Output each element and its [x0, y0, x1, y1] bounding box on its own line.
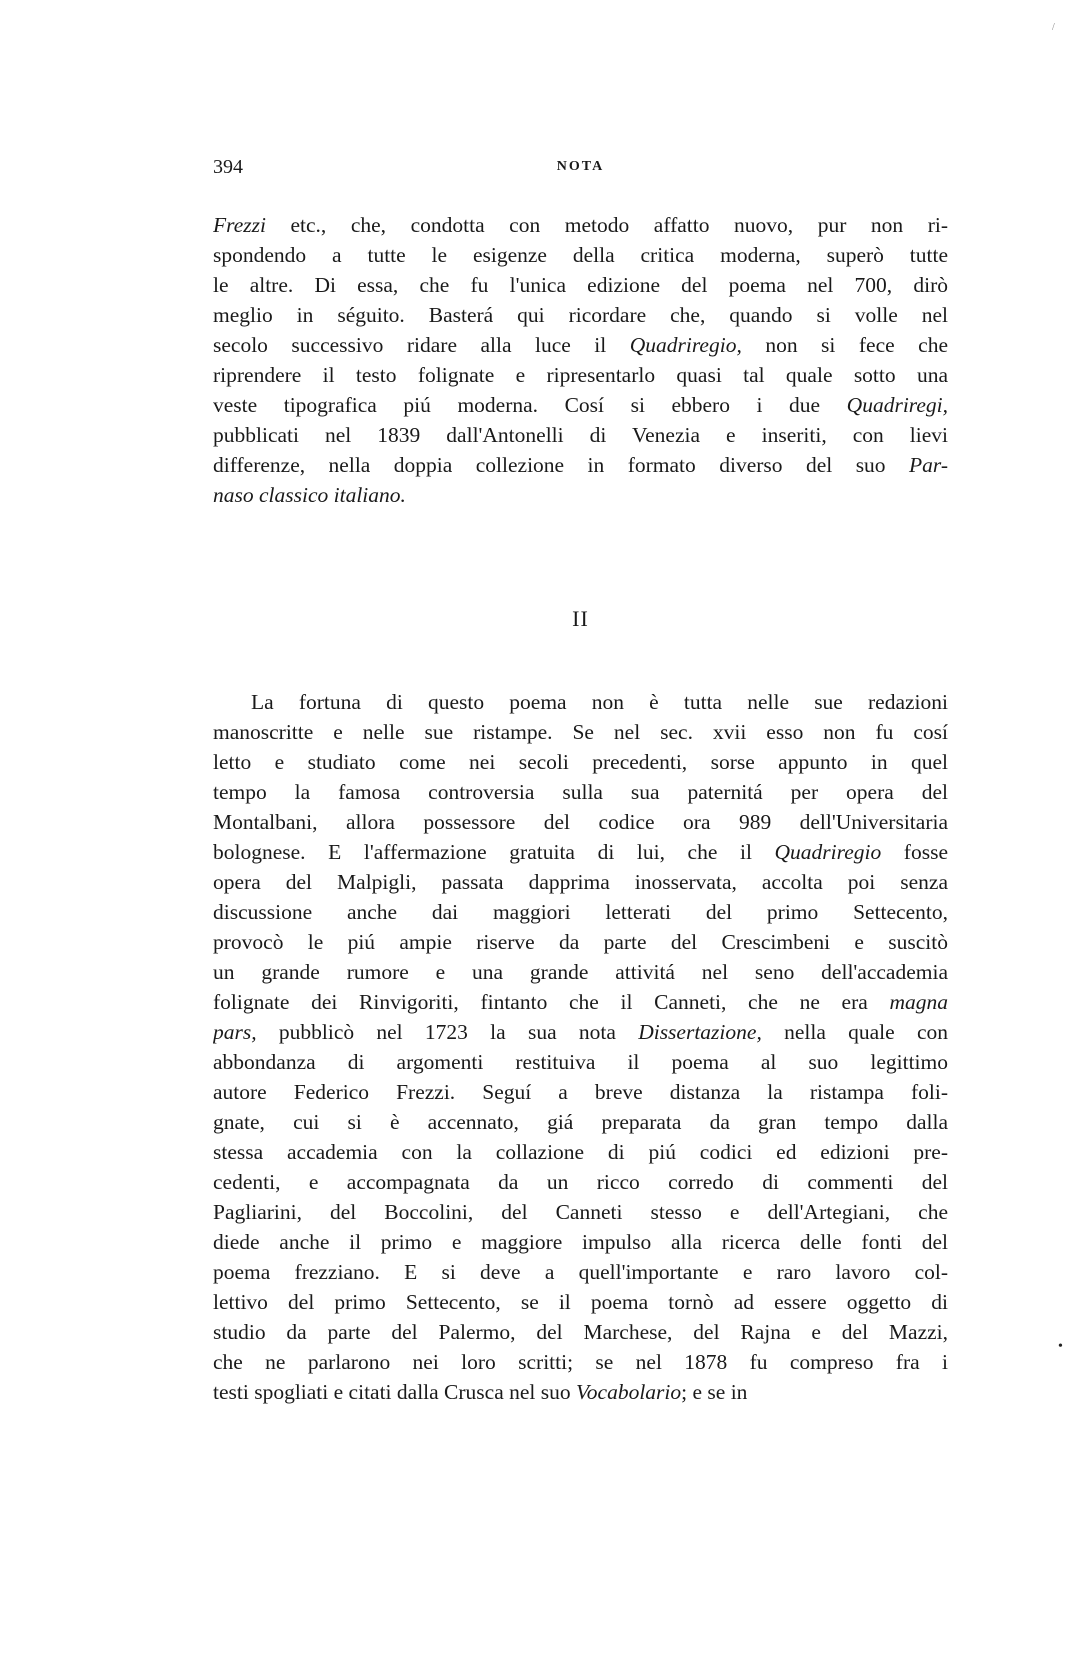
text-run: studio da parte del Palermo, del Marchese, del Rajna e del Mazzi, — [213, 1320, 948, 1344]
paragraph-section-ii — [213, 687, 948, 1407]
text-line — [213, 1227, 948, 1257]
text-line — [213, 897, 948, 927]
running-title: NOTA — [556, 159, 605, 174]
text-line — [213, 210, 948, 240]
text-line — [213, 1317, 948, 1347]
text-line — [213, 330, 948, 360]
text-line — [213, 1287, 948, 1317]
italic-text: Frezzi — [213, 213, 266, 237]
italic-text: Par- — [909, 453, 948, 477]
text-run: manoscritte e nelle sue ristampe. Se nel sec. xvii esso non fu cosí — [213, 720, 948, 744]
text-run: etc., che, condotta con metodo affatto nuovo, pur non ri- — [290, 213, 948, 237]
text-run: stessa accademia con la collazione di piú codici ed edizioni pre- — [213, 1140, 948, 1164]
text-line — [213, 480, 948, 510]
text-run: meglio in séguito. Basterá qui ricordare che, quando si volle nel — [213, 303, 948, 327]
text-line — [213, 300, 948, 330]
text-line — [213, 1137, 948, 1167]
text-run: letto e studiato come nei secoli precedenti, sorse appunto in quel — [213, 750, 948, 774]
text-run: folignate dei Rinvigoriti, fintanto che il Canneti, che ne era — [213, 990, 890, 1014]
text-run: testi spogliati e citati dalla Crusca nel suo — [213, 1380, 577, 1404]
text-line — [213, 1077, 948, 1107]
text-line — [213, 957, 948, 987]
italic-text: Vocabolario — [576, 1380, 682, 1404]
text-line — [213, 987, 948, 1017]
text-line — [213, 687, 948, 717]
text-line — [213, 867, 948, 897]
text-run: riprendere il testo folignate e ripresentarlo quasi tal quale sotto una — [213, 363, 948, 387]
text-run: tempo la famosa controversia sulla sua paternitá per opera del — [213, 780, 948, 804]
text-line — [213, 747, 948, 777]
text-run: non si fece che — [741, 333, 948, 357]
text-line — [213, 1107, 948, 1137]
italic-text: magna — [889, 990, 948, 1014]
text-run: un grande rumore e una grande attivitá nel seno dell'accademia — [213, 960, 948, 984]
italic-text: Quadriregi, — [846, 393, 948, 417]
text-line — [213, 450, 948, 480]
margin-mark: • — [1058, 1339, 1063, 1354]
text-run: bolognese. E l'affermazione gratuita di lui, che il — [213, 840, 775, 864]
page-number: 394 — [213, 156, 243, 178]
text-run: nella quale con — [761, 1020, 948, 1044]
text-line — [213, 927, 948, 957]
text-run: secolo successivo ridare alla luce il — [213, 333, 630, 357]
text-run: provocò le piú ampie riserve da parte del Crescimbeni e suscitò — [213, 930, 948, 954]
italic-text: naso classico italiano. — [213, 483, 406, 507]
text-run: Montalbani, allora possessore del codice ora 989 dell'Universitaria — [213, 810, 948, 834]
text-run: veste tipografica piú moderna. Cosí si ebbero i due — [213, 393, 847, 417]
text-run: autore Federico Frezzi. Seguí a breve distanza la ristampa foli- — [213, 1080, 948, 1104]
text-line — [213, 1017, 948, 1047]
text-run: abbondanza di argomenti restituiva il poema al suo legittimo — [213, 1050, 948, 1074]
text-run: pubblicati nel 1839 dall'Antonelli di Venezia e inseriti, con lievi — [213, 423, 948, 447]
text-run: pubblicò nel 1723 la sua nota — [256, 1020, 639, 1044]
text-line — [213, 807, 948, 837]
italic-text: Quadriregio, — [629, 333, 742, 357]
text-line — [213, 837, 948, 867]
text-line — [213, 1257, 948, 1287]
text-run: fosse — [881, 840, 948, 864]
text-run: cedenti, e accompagnata da un ricco corredo di commenti del — [213, 1170, 948, 1194]
text-line — [213, 1047, 948, 1077]
text-line — [213, 360, 948, 390]
text-line — [213, 1347, 948, 1377]
text-run: spondendo a tutte le esigenze della critica moderna, superò tutte — [213, 243, 948, 267]
text-run: La fortuna di questo poema non è tutta nelle sue redazioni — [251, 690, 948, 714]
text-run: che ne parlarono nei loro scritti; se nel 1878 fu compreso fra i — [213, 1350, 948, 1374]
text-run: discussione anche dai maggiori letterati del primo Settecento, — [213, 900, 948, 924]
text-run: lettivo del primo Settecento, se il poema tornò ad essere oggetto di — [213, 1290, 948, 1314]
text-line — [213, 270, 948, 300]
text-line — [213, 1377, 948, 1407]
text-line — [213, 240, 948, 270]
text-run: gnate, cui si è accennato, giá preparata da gran tempo dalla — [213, 1110, 948, 1134]
text-run: Pagliarini, del Boccolini, del Canneti stesso e dell'Artegiani, che — [213, 1200, 948, 1224]
text-run: ; e se in — [681, 1380, 748, 1404]
text-run: le altre. Di essa, che fu l'unica edizione del poema nel 700, dirò — [213, 273, 948, 297]
paragraph-continued — [213, 210, 948, 510]
italic-text: Quadriregio — [774, 840, 882, 864]
text-run: opera del Malpigli, passata dapprima inosservata, accolta poi senza — [213, 870, 948, 894]
page-header — [213, 156, 948, 184]
corner-mark: / — [1052, 22, 1055, 33]
italic-text: pars, — [213, 1020, 257, 1044]
text-line — [213, 1197, 948, 1227]
text-line — [213, 777, 948, 807]
text-line — [213, 390, 948, 420]
italic-text: Dissertazione, — [638, 1020, 762, 1044]
section-heading: II — [572, 606, 589, 631]
text-line — [213, 420, 948, 450]
text-run: diede anche il primo e maggiore impulso alla ricerca delle fonti del — [213, 1230, 948, 1254]
text-line — [213, 717, 948, 747]
text-run: differenze, nella doppia collezione in formato diverso del suo — [213, 453, 910, 477]
text-line — [213, 1167, 948, 1197]
text-run: poema frezziano. E si deve a quell'importante e raro lavoro col- — [213, 1260, 948, 1284]
